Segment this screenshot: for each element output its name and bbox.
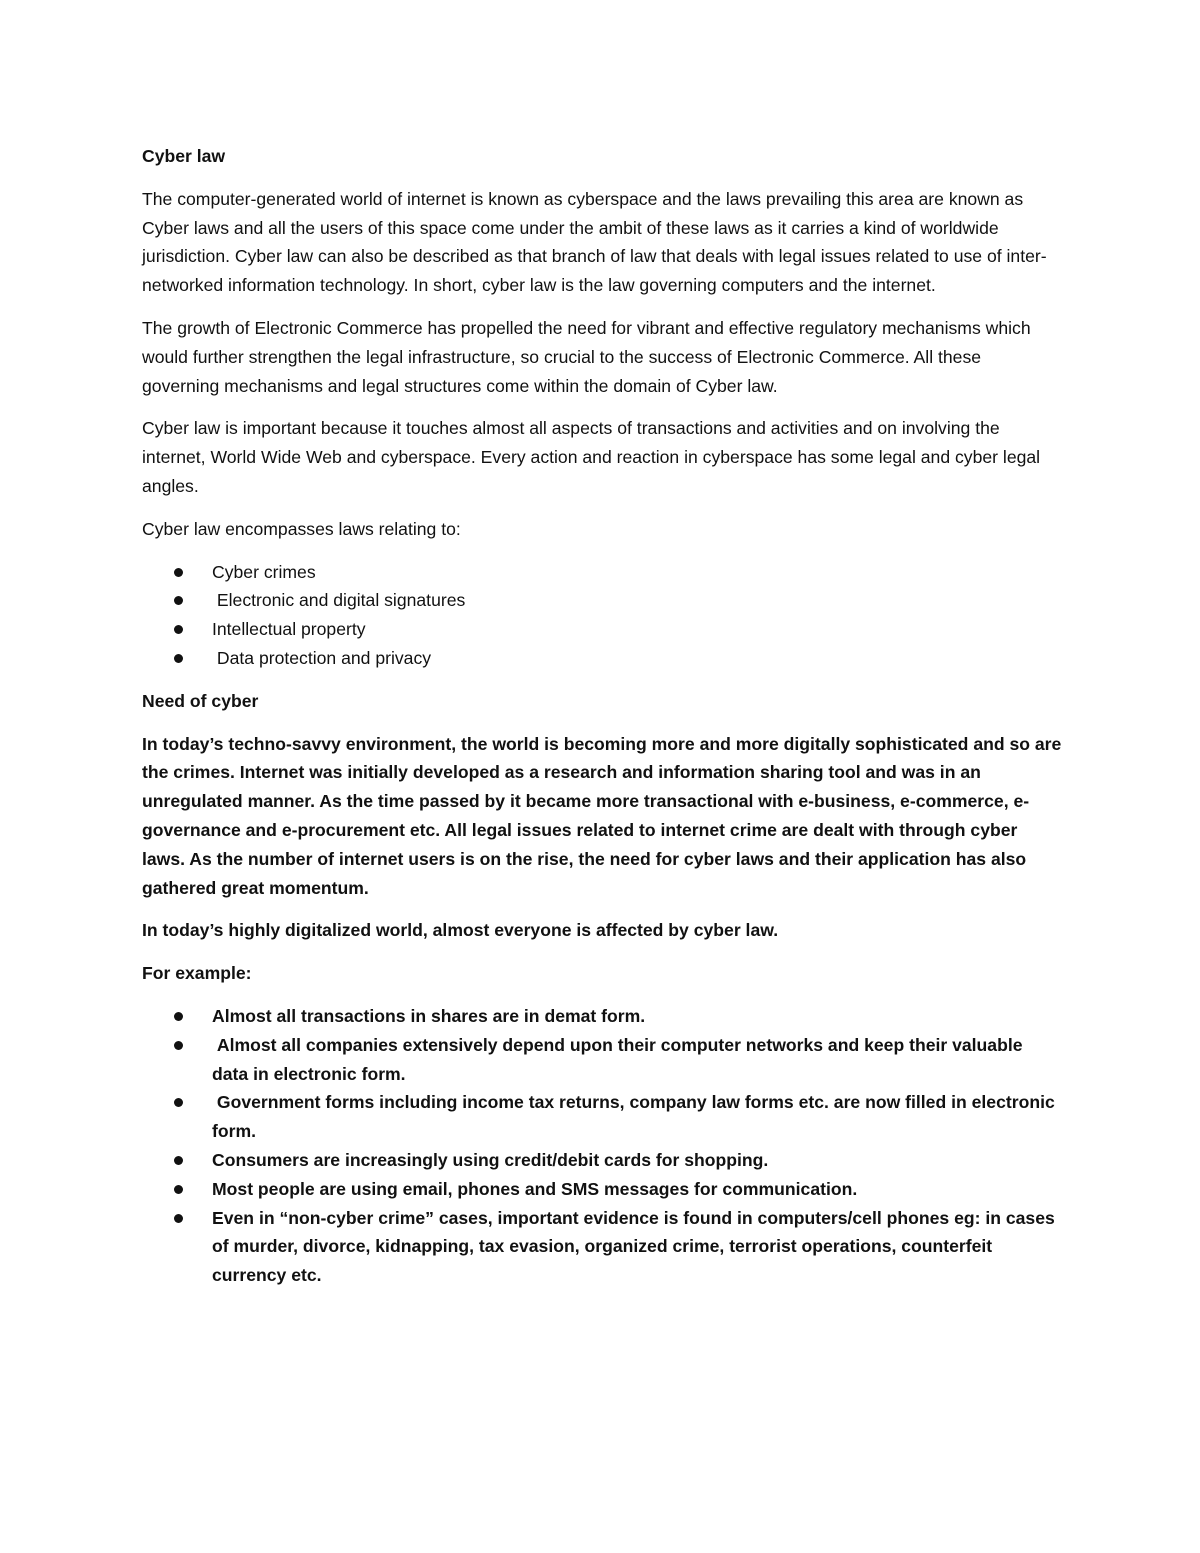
document-title: Cyber law [142, 146, 226, 166]
section-heading-need: Need of cyber [142, 690, 259, 711]
document-body [142, 142, 1062, 1304]
list-item [142, 644, 1062, 673]
list-item-text: Almost all companies extensively depend upon their computer networks and keep their valuable data in electronic form. [212, 1034, 1028, 1084]
paragraph-digitalized: In today’s highly digitalized world, almost everyone is affected by cyber law. [142, 920, 779, 941]
bullet-icon [174, 625, 183, 634]
example-list [142, 1002, 1062, 1290]
list-item [142, 1088, 1062, 1146]
list-item [142, 586, 1062, 615]
paragraph-encompasses: Cyber law encompasses laws relating to: [142, 518, 461, 539]
bullet-icon [174, 1012, 183, 1021]
list-item [142, 1031, 1062, 1089]
list-item-text: Cyber crimes [212, 561, 316, 582]
list-item-text: Most people are using email, phones and SMS messages for communication. [212, 1178, 858, 1199]
bullet-icon [174, 1156, 183, 1165]
paragraph-definition: The computer-generated world of internet is known as cyberspace and the laws prevailing this area are known as Cyber laws and all the users of this space come under the ambit of these laws as it carries a kind of worldwide jurisdiction. Cyber law can also be described as that branch of law that deals with legal issues related to use of inter-networked information technology. In short, cyber law is the law governing computers and the internet. [142, 188, 1047, 296]
bullet-icon [174, 1185, 183, 1194]
list-item [142, 558, 1062, 587]
bullet-icon [174, 596, 183, 605]
list-item [142, 1175, 1062, 1204]
example-label: For example: [142, 963, 252, 984]
bullet-icon [174, 568, 183, 577]
list-item-text: Consumers are increasingly using credit/debit cards for shopping. [212, 1149, 769, 1170]
list-item-text: Almost all transactions in shares are in demat form. [212, 1005, 646, 1026]
list-item-text: Data protection and privacy [212, 647, 432, 668]
bullet-icon [174, 654, 183, 663]
list-item-text: Intellectual property [212, 619, 366, 640]
list-item [142, 615, 1062, 644]
list-item-text: Government forms including income tax returns, company law forms etc. are now filled in electronic form. [212, 1092, 1060, 1142]
paragraph-need: In today’s techno-savvy environment, the world is becoming more and more digitally sophisticated and so are the crimes. Internet was initially developed as a research and information sharing tool and was in an unregulated manner. As the time passed by it became more transactional with e-business, e-commerce, e-governance and e-procurement etc. All legal issues related to internet crime are dealt with through cyber laws. As the number of internet users is on the rise, the need for cyber laws and their application has also gathered great momentum. [142, 733, 1062, 898]
list-item [142, 1204, 1062, 1290]
encompasses-list [142, 558, 1062, 673]
paragraph-importance: Cyber law is important because it touches almost all aspects of transactions and activities and on involving the internet, World Wide Web and cyberspace. Every action and reaction in cyberspace has some legal and cyber legal angles. [142, 418, 1041, 496]
list-item-text: Electronic and digital signatures [212, 590, 466, 611]
bullet-icon [174, 1214, 183, 1223]
paragraph-ecommerce: The growth of Electronic Commerce has propelled the need for vibrant and effective regulatory mechanisms which would further strengthen the legal infrastructure, so crucial to the success of Electronic Commerce. All these governing mechanisms and legal structures come within the domain of Cyber law. [142, 317, 1031, 396]
list-item-text: Even in “non-cyber crime” cases, important evidence is found in computers/cell phones eg: in cases of murder, divorce, kidnapping, tax evasion, organized crime, terrorist operations, counterfeit currency etc. [212, 1207, 1055, 1286]
list-item [142, 1002, 1062, 1031]
list-item [142, 1146, 1062, 1175]
bullet-icon [174, 1098, 183, 1107]
bullet-icon [174, 1041, 183, 1050]
